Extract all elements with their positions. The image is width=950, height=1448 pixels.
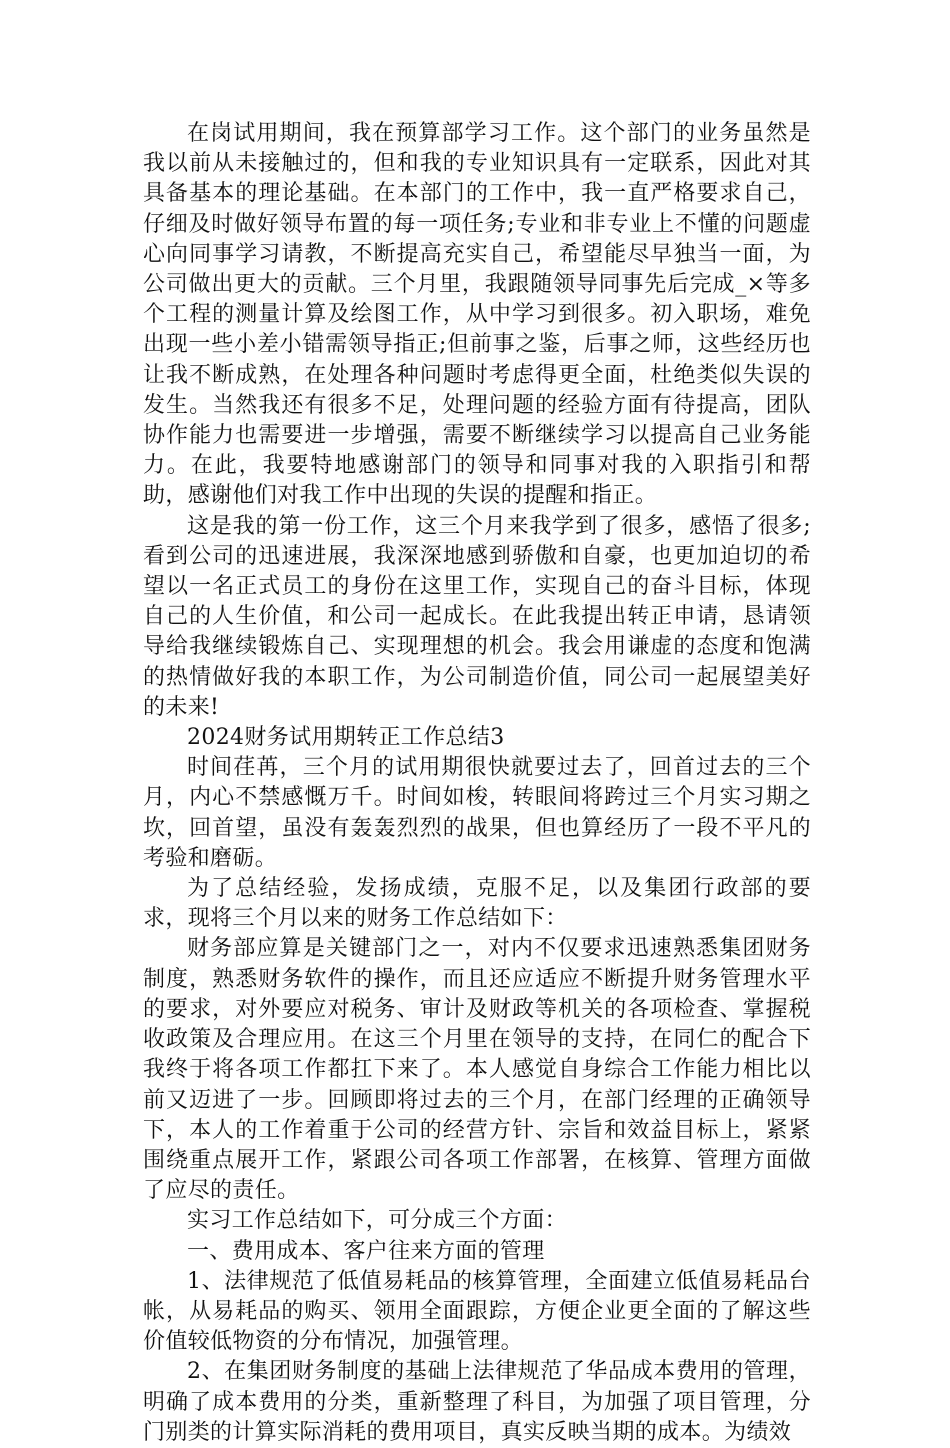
paragraph-probation-study: 在岗试用期间，我在预算部学习工作。这个部门的业务虽然是我以前从未接触过的，但和我的专业知识具有一定联系，因此对其具备基本的理论基础。在本部门的工作中，我一直严格要求自己，仔细及时做好领导布置的每一项任务;专业和非专业上不懂的问题虚心向同事学习请教，不断提高充实自己，希望能尽早独当一面，为公司做出更大的贡献。三个月里，我跟随领导同事先后完成_×等多个工程的测量计算及绘图工作，从中学习到很多。初入职场，难免出现一些小差小错需领导指正;但前事之鉴，后事之师，这些经历也让我不断成熟，在处理各种问题时考虑得更全面，杜绝类似失误的发生。当然我还有很多不足，处理问题的经验方面有待提高，团队协作能力也需要进一步增强，需要不断继续学习以提高自己业务能力。在此，我要特地感谢部门的领导和同事对我的入职指引和帮助，感谢他们对我工作中出现的失误的提醒和指正。: [143, 121, 811, 509]
subsection-heading-cost-management: 一、费用成本、客户往来方面的管理: [187, 1238, 545, 1264]
paragraph-time-flies: 时间荏苒，三个月的试用期很快就要过去了，回首过去的三个月，内心不禁感慨万千。时间如梭，转眼间将跨过三个月实习期之坎，回首望，虽没有轰轰烈烈的战果，但也算经历了一段不平凡的考验和磨砺。: [143, 755, 811, 871]
document-page: [143, 119, 811, 1448]
paragraph-finance-department: 财务部应算是关键部门之一，对内不仅要求迅速熟悉集团财务制度，熟悉财务软件的操作，而且还应适应不断提升财务管理水平的要求，对外要应对税务、审计及财政等机关的各项检查、掌握税收政策及合理应用。在这三个月里在领导的支持，在同仁的配合下我终于将各项工作都扛下来了。本人感觉自身综合工作能力相比以前又迈进了一步。回顾即将过去的三个月，在部门经理的正确领导下，本人的工作着重于公司的经营方针、宗旨和效益目标上，紧紧围绕重点展开工作，紧跟公司各项工作部署，在核算、管理方面做了应尽的责任。: [143, 936, 811, 1204]
paragraph-three-aspects: 实习工作总结如下，可分成三个方面：: [187, 1208, 567, 1234]
section-heading: 2024财务试用期转正工作总结3: [187, 725, 505, 751]
list-item-1: 1、法律规范了低值易耗品的核算管理，全面建立低值易耗品台帐，从易耗品的购买、领用全面跟踪，方便企业更全面的了解这些价值较低物资的分布情况，加强管理。: [143, 1268, 811, 1355]
paragraph-first-job: 这是我的第一份工作，这三个月来我学到了很多，感悟了很多;看到公司的迅速进展，我深深地感到骄傲和自豪，也更加迫切的希望以一名正式员工的身份在这里工作，实现自己的奋斗目标，体现自己的人生价值，和公司一起成长。在此我提出转正申请，恳请领导给我继续锻炼自己、实现理想的机会。我会用谦虚的态度和饱满的热情做好我的本职工作，为公司制造价值，同公司一起展望美好的未来!: [143, 513, 811, 720]
paragraph-summary-intro: 为了总结经验，发扬成绩，克服不足，以及集团行政部的要求，现将三个月以来的财务工作总结如下：: [143, 876, 811, 932]
list-item-2: 2、在集团财务制度的基础上法律规范了华品成本费用的管理，明确了成本费用的分类，重新整理了科目，为加强了项目管理，分门别类的计算实际消耗的费用项目，真实反映当期的成本。为绩效: [143, 1359, 811, 1445]
